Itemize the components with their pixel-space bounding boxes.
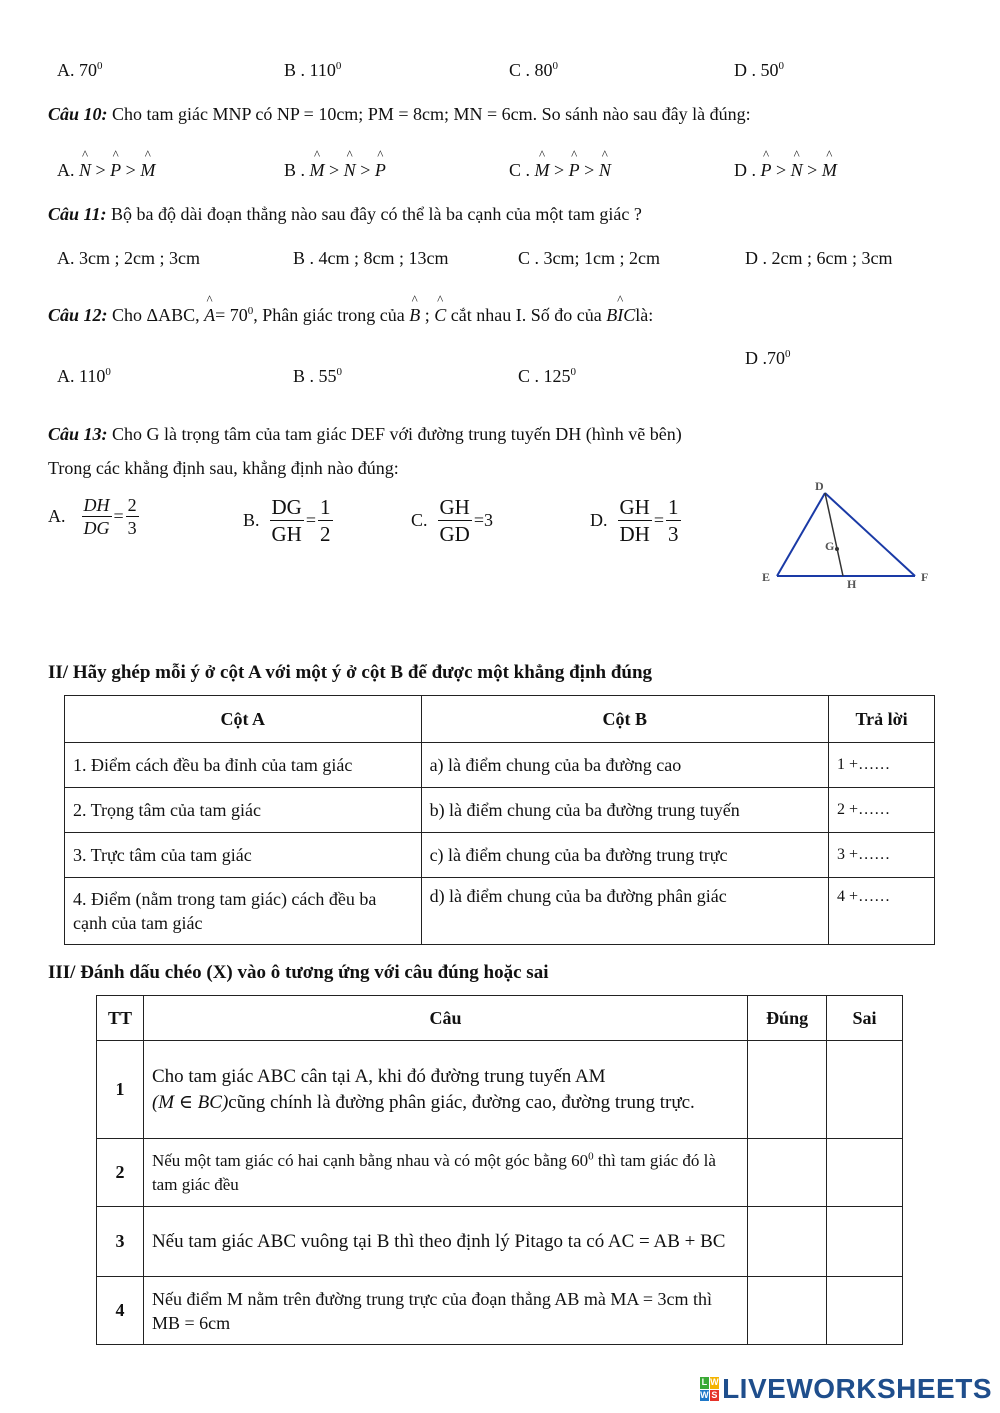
answer-cell[interactable]: 4 +…… xyxy=(829,878,935,945)
median-dh xyxy=(825,493,843,576)
q11-option-b: B . 4cm ; 8cm ; 13cm xyxy=(293,248,449,268)
header-col-a: Cột A xyxy=(65,696,422,743)
col-b-cell: c) là điểm chung của ba đường trung trực xyxy=(421,833,828,878)
col-b-cell: d) là điểm chung của ba đường phân giác xyxy=(421,878,828,945)
table-row xyxy=(97,1207,903,1277)
true-false-table xyxy=(96,995,903,1345)
edge-de xyxy=(777,493,825,576)
row-number: 1 xyxy=(97,1041,144,1139)
row-number: 4 xyxy=(97,1277,144,1345)
col-b-cell: b) là điểm chung của ba đường trung tuyến xyxy=(421,788,828,833)
label-g: G xyxy=(825,539,835,553)
header-col-b: Cột B xyxy=(421,696,828,743)
sai-cell[interactable] xyxy=(827,1277,903,1345)
q9-option-c: C . $80^0$ xyxy=(509,60,559,80)
q10-option-b: B . ^ M > ^ N > ^ P xyxy=(284,160,386,181)
q12-option-a: A. $110^0$ xyxy=(57,366,111,386)
logo-text: LIVEWORKSHEETS xyxy=(722,1373,992,1404)
q10-option-a: A. ^ N > ^ P > ^ M xyxy=(57,160,155,181)
question-13-prompt: Trong các khẳng định sau, khẳng định nào đúng: xyxy=(48,458,399,478)
q10-option-d: D . ^ P > ^ N > ^ M xyxy=(734,160,837,181)
triangle-def-figure xyxy=(755,478,945,593)
q11-option-d: D . 2cm ; 6cm ; 3cm xyxy=(745,248,893,268)
label-e: E xyxy=(762,570,771,584)
dung-cell[interactable] xyxy=(748,1277,827,1345)
row-number: 3 xyxy=(97,1207,144,1277)
q11-option-a: A. 3cm ; 2cm ; 3cm xyxy=(57,248,200,268)
edge-df xyxy=(825,493,915,576)
q12-option-b: B . $55^0$ xyxy=(293,366,343,386)
dung-cell[interactable] xyxy=(748,1139,827,1207)
header-tt: TT xyxy=(97,996,144,1041)
dung-cell[interactable] xyxy=(748,1207,827,1277)
answer-cell[interactable]: 1 +…… xyxy=(829,743,935,788)
header-answer: Trả lời xyxy=(829,696,935,743)
sai-cell[interactable] xyxy=(827,1139,903,1207)
sai-cell[interactable] xyxy=(827,1207,903,1277)
answer-cell[interactable]: 3 +…… xyxy=(829,833,935,878)
statement-cell: Nếu điểm M nằm trên đường trung trực của đoạn thẳng AB mà MA = 3cm thì MB = 6cm xyxy=(143,1277,747,1345)
section-2-title: II/ Hãy ghép mỗi ý ở cột A với một ý ở cột B để được một khẳng định đúng xyxy=(48,662,653,683)
section-3-title: III/ Đánh dấu chéo (X) vào ô tương ứng với câu đúng hoặc sai xyxy=(48,962,549,983)
table-row xyxy=(65,833,935,878)
q13-option-c: C. $\frac{GH}{GD}$ =3 xyxy=(411,495,494,546)
col-a-cell: 3. Trực tâm của tam giác xyxy=(65,833,422,878)
point-g xyxy=(835,547,839,551)
table-row xyxy=(65,743,935,788)
q10-option-c: C . ^ M > ^ P > ^ N xyxy=(509,160,611,181)
row-number: 2 xyxy=(97,1139,144,1207)
table-row xyxy=(97,1139,903,1207)
question-11: Câu 11: Bộ ba độ dài đoạn thẳng nào sau đây có thể là ba cạnh của một tam giác ? xyxy=(48,204,642,224)
col-b-cell: a) là điểm chung của ba đường cao xyxy=(421,743,828,788)
question-10-text: Cho tam giác MNP có NP = 10cm; PM = 8cm; MN = 6cm. So sánh nào sau đây là đúng: xyxy=(112,104,751,124)
col-a-cell: 1. Điểm cách đều ba đỉnh của tam giác xyxy=(65,743,422,788)
question-10 xyxy=(48,104,751,125)
question-10-label: Câu 10: xyxy=(48,104,108,124)
label-h: H xyxy=(847,577,857,591)
header-dung: Đúng xyxy=(748,996,827,1041)
q13-option-d: D. $\frac{GH}{DH}$ = $\frac{1}{3}$ xyxy=(590,495,679,546)
q11-option-c: C . 3cm; 1cm ; 2cm xyxy=(518,248,660,268)
q13-option-b: B. $\frac{DG}{GH}$ = $\frac{1}{2}$ xyxy=(243,495,331,546)
sai-cell[interactable] xyxy=(827,1041,903,1139)
tf-header-row xyxy=(97,996,903,1041)
q12-option-d: D $.70^0$ xyxy=(745,348,791,368)
q9-option-b: B . $110^0$ xyxy=(284,60,342,80)
logo-badge-icon: L W W S xyxy=(700,1377,720,1400)
statement-cell: Nếu một tam giác có hai cạnh bằng nhau và có một góc bằng $60^0$ thì tam giác đó là tam giác đều xyxy=(143,1139,747,1207)
q12-option-c: C . $125^0$ xyxy=(518,366,577,386)
label-f: F xyxy=(921,570,929,584)
col-a-cell: 4. Điểm (nằm trong tam giác) cách đều ba cạnh của tam giác xyxy=(65,878,422,945)
statement-cell: Nếu tam giác ABC vuông tại B thì theo định lý Pitago ta có AC = AB + BC xyxy=(143,1207,747,1277)
label-d: D xyxy=(815,479,824,493)
table-row xyxy=(97,1041,903,1139)
header-sai: Sai xyxy=(827,996,903,1041)
table-row xyxy=(65,788,935,833)
q13-option-a: A. $\frac{DH}{DG}$ = $\frac{2}{3}$ xyxy=(48,495,137,538)
q9-option-a: A. $70^0$ xyxy=(57,60,103,80)
table-row xyxy=(65,878,935,945)
header-cau: Câu xyxy=(143,996,747,1041)
col-a-cell: 2. Trọng tâm của tam giác xyxy=(65,788,422,833)
liveworksheets-logo xyxy=(700,1373,992,1405)
table-row xyxy=(97,1277,903,1345)
dung-cell[interactable] xyxy=(748,1041,827,1139)
answer-cell[interactable]: 2 +…… xyxy=(829,788,935,833)
statement-cell: Cho tam giác ABC cân tại A, khi đó đường trung tuyến AM (M ∈ BC)cũng chính là đường phân giác, đường cao, đường trung trực. xyxy=(143,1041,747,1139)
matching-table xyxy=(64,695,935,945)
question-12: Câu 12: Cho ΔABC, ^ $A= 70^0$, Phân giác trong của ^ B ; ^ C cắt nhau I. Số đo của B^ IClà: xyxy=(48,305,653,326)
q9-option-d: D . $50^0$ xyxy=(734,60,784,80)
question-13: Câu 13: Cho G là trọng tâm của tam giác DEF với đường trung tuyến DH (hình vẽ bên) xyxy=(48,424,682,444)
matching-header-row xyxy=(65,696,935,743)
